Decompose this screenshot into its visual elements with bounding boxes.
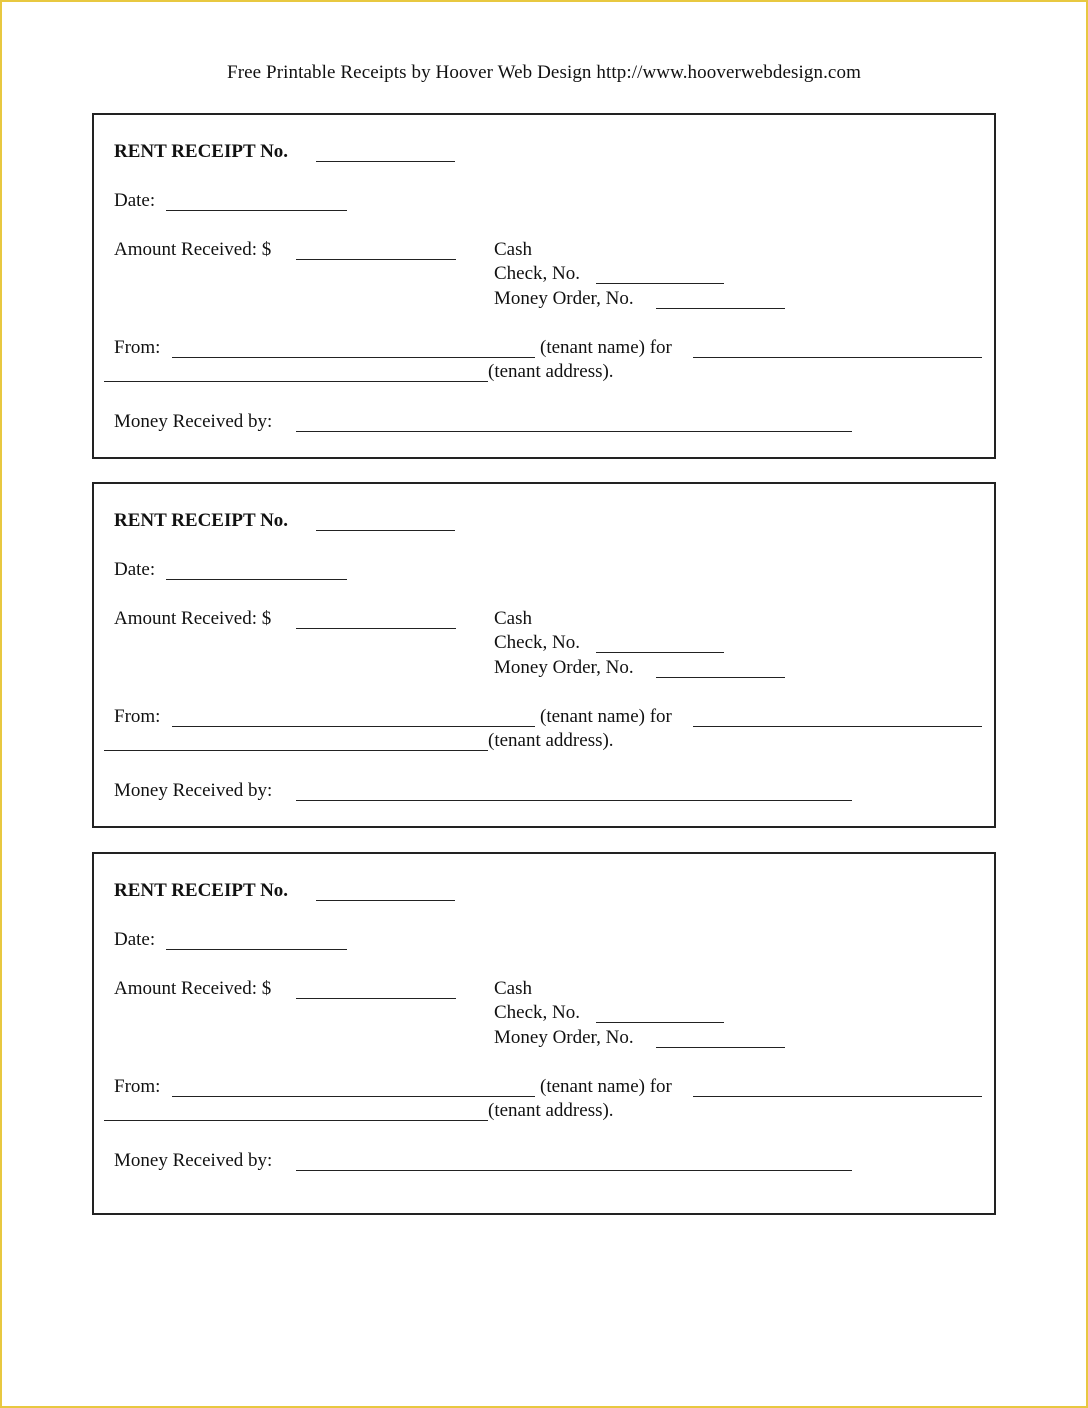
cash-option[interactable]: Cash: [494, 608, 532, 629]
from-label: From:: [114, 1076, 161, 1097]
receipt-number-field[interactable]: [316, 161, 455, 162]
tenant-name-label: (tenant name) for: [540, 706, 672, 727]
tenant-address-label: (tenant address).: [488, 361, 614, 382]
from-label: From:: [114, 706, 161, 727]
tenant-name-label: (tenant name) for: [540, 337, 672, 358]
amount-label: Amount Received: $: [114, 608, 272, 629]
check-option[interactable]: Check, No.: [494, 263, 581, 284]
tenant-name-label: (tenant name) for: [540, 1076, 672, 1097]
check-number-field[interactable]: [596, 1022, 724, 1023]
receipt-title: RENT RECEIPT No.: [114, 880, 289, 901]
cash-option[interactable]: Cash: [494, 239, 532, 260]
money-order-option[interactable]: Money Order, No.: [494, 288, 634, 309]
money-order-number-field[interactable]: [656, 1047, 785, 1048]
rent-receipt-2: [92, 482, 996, 828]
page-header: Free Printable Receipts by Hoover Web Design http://www.hooverwebdesign.com: [227, 62, 861, 83]
date-label: Date:: [114, 559, 156, 580]
money-order-number-field[interactable]: [656, 677, 785, 678]
received-by-field[interactable]: [296, 800, 852, 801]
receipt-number-field[interactable]: [316, 530, 455, 531]
tenant-address-label: (tenant address).: [488, 1100, 614, 1121]
amount-label: Amount Received: $: [114, 239, 272, 260]
received-by-label: Money Received by:: [114, 780, 273, 801]
rental-address-field[interactable]: [693, 357, 982, 358]
tenant-name-field[interactable]: [172, 357, 535, 358]
money-order-option[interactable]: Money Order, No.: [494, 1027, 634, 1048]
tenant-address-label: (tenant address).: [488, 730, 614, 751]
amount-field[interactable]: [296, 259, 456, 260]
tenant-address-field[interactable]: [104, 750, 488, 751]
rent-receipt-1: [92, 113, 996, 459]
cash-option[interactable]: Cash: [494, 978, 532, 999]
receipt-title: RENT RECEIPT No.: [114, 510, 289, 531]
received-by-label: Money Received by:: [114, 411, 273, 432]
date-label: Date:: [114, 929, 156, 950]
receipt-title: RENT RECEIPT No.: [114, 141, 289, 162]
received-by-label: Money Received by:: [114, 1150, 273, 1171]
date-field[interactable]: [166, 210, 347, 211]
amount-label: Amount Received: $: [114, 978, 272, 999]
check-number-field[interactable]: [596, 652, 724, 653]
rent-receipt-3: [92, 852, 996, 1215]
tenant-address-field[interactable]: [104, 1120, 488, 1121]
date-field[interactable]: [166, 949, 347, 950]
amount-field[interactable]: [296, 998, 456, 999]
received-by-field[interactable]: [296, 431, 852, 432]
check-option[interactable]: Check, No.: [494, 632, 581, 653]
rental-address-field[interactable]: [693, 726, 982, 727]
rental-address-field[interactable]: [693, 1096, 982, 1097]
receipt-number-field[interactable]: [316, 900, 455, 901]
date-field[interactable]: [166, 579, 347, 580]
money-order-number-field[interactable]: [656, 308, 785, 309]
date-label: Date:: [114, 190, 156, 211]
received-by-field[interactable]: [296, 1170, 852, 1171]
money-order-option[interactable]: Money Order, No.: [494, 657, 634, 678]
check-number-field[interactable]: [596, 283, 724, 284]
tenant-name-field[interactable]: [172, 726, 535, 727]
check-option[interactable]: Check, No.: [494, 1002, 581, 1023]
tenant-name-field[interactable]: [172, 1096, 535, 1097]
from-label: From:: [114, 337, 161, 358]
tenant-address-field[interactable]: [104, 381, 488, 382]
amount-field[interactable]: [296, 628, 456, 629]
